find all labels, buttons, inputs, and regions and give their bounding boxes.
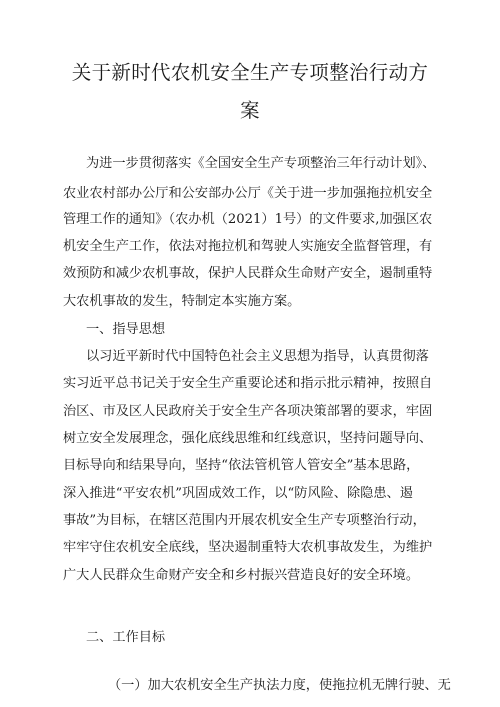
intro-line-1: 为进一步贯彻落实《全国安全生产专项整治三年行动计划》、 [86, 156, 436, 171]
section1-line-8: 牢牢守住农机安全底线，坚决遏制重特大农机事故发生，为维护 [63, 540, 433, 555]
document-title: 关于新时代农机安全生产专项整治行动方案 [71, 61, 429, 122]
section1-line-6: 深入推进“平安农机”巩固成效工作，以“防风险、除隐患、遏 [63, 486, 413, 501]
subsection1-line-1: （一）加大农机安全生产执法力度，使拖拉机无牌行驶、无 [108, 678, 451, 693]
section1-line-7: 事故”为目标，在辖区范围内开展农机安全生产专项整治行动， [63, 513, 426, 528]
section1-line-4: 树立安全发展理念，强化底线思维和红线意识，坚持问题导向、 [63, 431, 433, 446]
section1-line-1: 以习近平新时代中国特色社会主义思想为指导，认真贯彻落 [86, 349, 429, 364]
section1-line-5: 目标导向和结果导向，坚持“依法管机管人管安全”基本思路， [63, 458, 420, 473]
intro-line-5: 效预防和减少农机事故，保护人民群众生命财产安全，遏制重特 [63, 266, 433, 281]
section-heading-guiding-ideology: 一、指导思想 [86, 322, 166, 337]
intro-line-3: 管理工作的通知》（农办机（2021）1号）的文件要求,加强区农 [63, 212, 433, 227]
section1-line-3: 治区、市及区人民政府关于安全生产各项决策部署的要求，牢固 [63, 404, 433, 419]
section1-line-9: 广大人民群众生命财产安全和乡村振兴营造良好的安全环境。 [63, 568, 420, 583]
section1-line-2: 实习近平总书记关于安全生产重要论述和指示批示精神，按照自 [63, 376, 433, 391]
intro-line-6: 大农机事故的发生，特制定本实施方案。 [63, 294, 301, 309]
intro-line-4: 机安全生产工作，依法对拖拉机和驾驶人实施安全监督管理，有 [63, 239, 433, 254]
intro-line-2: 农业农村部办公厅和公安部办公厅《关于进一步加强拖拉机安全 [63, 186, 433, 201]
section-heading-work-goals: 二、工作目标 [86, 630, 166, 645]
